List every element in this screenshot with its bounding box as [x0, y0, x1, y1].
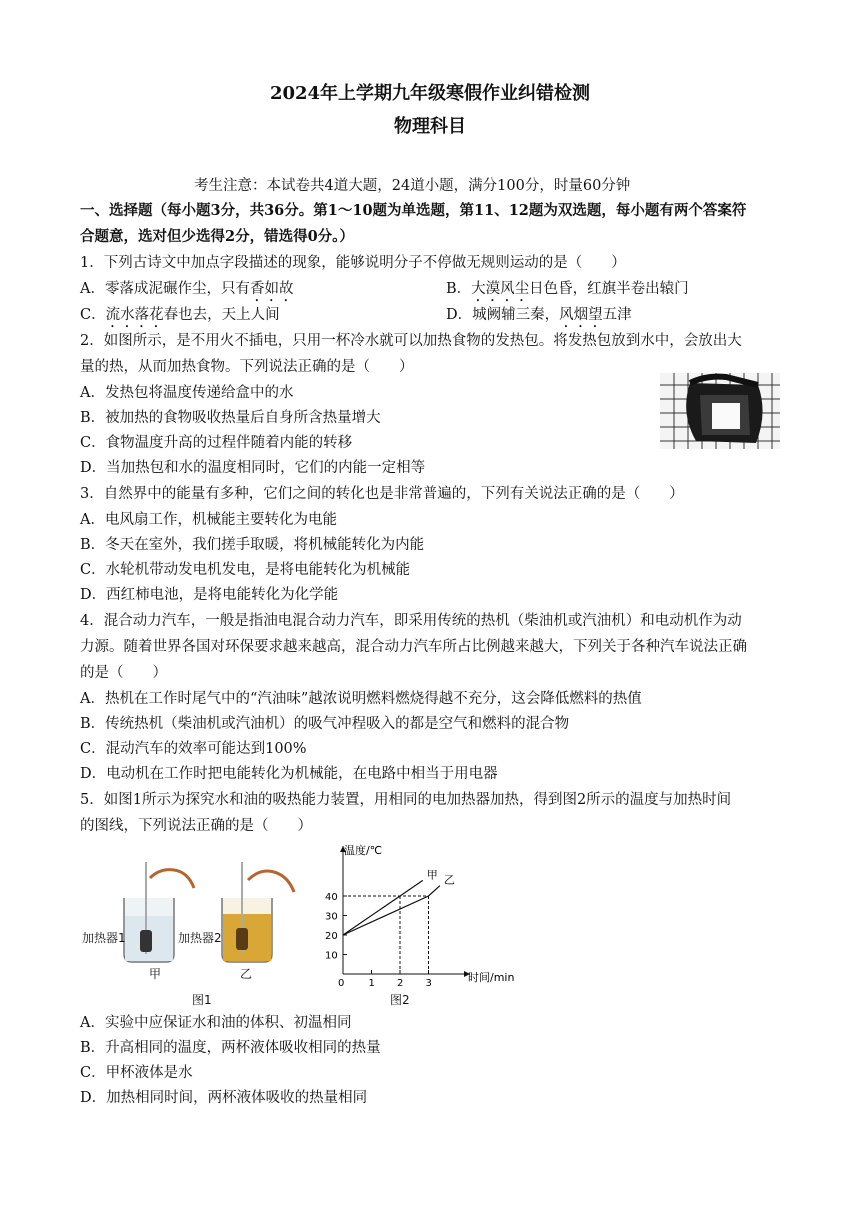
figure1-apparatus	[84, 858, 304, 978]
series-label-a: 甲	[426, 868, 438, 882]
q1-option-b-rest: 日色昏，红旗半卷出辕门	[529, 281, 689, 297]
section-heading-line2: 合题意，选对但少选得2分，错选得0分。）	[80, 228, 354, 245]
heater1-label: 加热器1	[82, 931, 126, 945]
y-tick-label: 40	[325, 892, 338, 903]
q1-option-b[interactable]	[446, 279, 689, 305]
exam-subject: 物理科目	[394, 116, 466, 137]
q4-stem-line3: 的是（ ）	[80, 665, 167, 681]
q4-option-a[interactable]: A．热机在工作时尾气中的“汽油味”越浓说明燃料燃烧得越不充分，这会降低燃料的热值	[80, 691, 642, 707]
q3-option-d[interactable]: D．西红柿电池，是将电能转化为化学能	[80, 587, 339, 603]
q2-option-b[interactable]: B．被加热的食物吸收热量后自身所含热量增大	[80, 410, 381, 426]
q1-option-d-dotted: 风烟望	[559, 307, 603, 323]
series-line-a	[343, 880, 423, 935]
q5-option-b[interactable]: B．升高相同的温度，两杯液体吸收相同的热量	[80, 1040, 381, 1056]
q4-option-c[interactable]: C．混动汽车的效率可能达到100%	[80, 741, 307, 757]
exam-title: 2024年上学期九年级寒假作业纠错检测	[269, 83, 591, 104]
series-line-b	[343, 886, 440, 935]
q3-option-b[interactable]: B．冬天在室外，我们搓手取暖，将机械能转化为内能	[80, 537, 425, 553]
x-tick-label: 1	[368, 978, 375, 986]
q3-option-a[interactable]: A．电风扇工作，机械能主要转化为电能	[80, 512, 337, 528]
q5-option-d[interactable]: D．加热相同时间，两杯液体吸收的热量相同	[80, 1090, 368, 1106]
q1-option-a[interactable]	[80, 279, 293, 305]
series-label-b: 乙	[443, 873, 455, 887]
q4-stem-line2: 力源。随着世界各国对环保要求越来越高，混合动力汽车所占比例越来越大，下列关于各种汽车说法正确	[80, 639, 747, 655]
q1-option-c[interactable]	[80, 305, 280, 331]
q2-option-a[interactable]: A．发热包将温度传递给盒中的水	[80, 385, 294, 401]
q5-option-c[interactable]: C．甲杯液体是水	[80, 1065, 193, 1081]
q1-option-a-text: A．零落成泥碾作尘，只有	[80, 281, 250, 297]
q2-stem-line2: 量的热，从而加热食物。下列说法正确的是（ ）	[80, 359, 414, 375]
q5-stem-line2: 的图线，下列说法正确的是（ ）	[80, 818, 312, 834]
y-tick-label: 10	[325, 950, 338, 962]
q4-stem-line1: 4．混合动力汽车，一般是指油电混合动力汽车，即采用传统的热机（柴油机或汽油机）和电动机作为动	[80, 613, 742, 629]
beaker-b-label: 乙	[240, 967, 253, 981]
x-tick-label: 0	[338, 978, 345, 986]
y-tick-label: 30	[325, 911, 338, 923]
exam-notice: 考生注意：本试卷共4道大题，24道小题，满分100分，时量60分钟	[194, 178, 631, 194]
x-axis-label: 时间/min	[468, 971, 515, 984]
y-axis-label: 温度/℃	[344, 844, 383, 857]
figure1-caption: 图1	[192, 993, 212, 1007]
q1-option-b-dotted: 大漠风尘	[471, 281, 530, 297]
q1-option-c-rest: 春也去，天上人间	[163, 307, 280, 323]
q1-option-d[interactable]	[446, 305, 632, 331]
heating-pack-photo	[660, 373, 780, 449]
section-heading-line1: 一、选择题（每小题3分，共36分。第1～10题为单选题，第11、12题为双选题，每小题有两个答案符	[80, 202, 747, 219]
q3-option-c[interactable]: C．水轮机带动发电机发电，是将电能转化为机械能	[80, 562, 411, 578]
x-tick-label: 2	[397, 978, 404, 986]
heater2-label: 加热器2	[178, 931, 222, 945]
y-tick-label: 20	[325, 931, 338, 942]
q4-option-d[interactable]: D．电动机在工作时把电能转化为机械能，在电路中相当于用电器	[80, 766, 498, 782]
q1-option-a-dotted: 香如故	[249, 281, 294, 297]
q1-option-c-dotted: 流水落花	[105, 307, 164, 323]
q2-stem-line1: 2．如图所示，是不用火不插电，只用一杯冷水就可以加热食物的发热包。将发热包放到水中，会放出大	[80, 333, 742, 349]
q1-option-d-rest: 五津	[602, 307, 632, 323]
q1-option-b-prefix: B．	[446, 281, 472, 297]
q1-stem: 1．下列古诗文中加点字段描述的现象，能够说明分子不停做无规则运动的是（ ）	[80, 255, 626, 271]
q2-option-c[interactable]: C．食物温度升高的过程伴随着内能的转移	[80, 435, 353, 451]
q4-option-b[interactable]: B．传统热机（柴油机或汽油机）的吸气冲程吸入的都是空气和燃料的混合物	[80, 716, 570, 732]
x-tick-label: 3	[425, 978, 432, 986]
q1-option-d-prefix: D．城阙辅三秦，	[446, 307, 560, 323]
figure2-chart	[320, 836, 530, 986]
q2-option-d[interactable]: D．当加热包和水的温度相同时，它们的内能一定相等	[80, 460, 426, 476]
q5-option-a[interactable]: A．实验中应保证水和油的体积、初温相同	[80, 1015, 352, 1031]
beaker-a-label: 甲	[149, 967, 162, 981]
figure2-caption: 图2	[390, 993, 410, 1007]
q1-option-c-prefix: C．	[80, 307, 106, 323]
q5-stem-line1: 5．如图1所示为探究水和油的吸热能力装置，用相同的电加热器加热，得到图2所示的温度与加热时间	[80, 792, 732, 808]
q3-stem: 3．自然界中的能量有多种，它们之间的转化也是非常普遍的，下列有关说法正确的是（ ）	[80, 486, 684, 502]
